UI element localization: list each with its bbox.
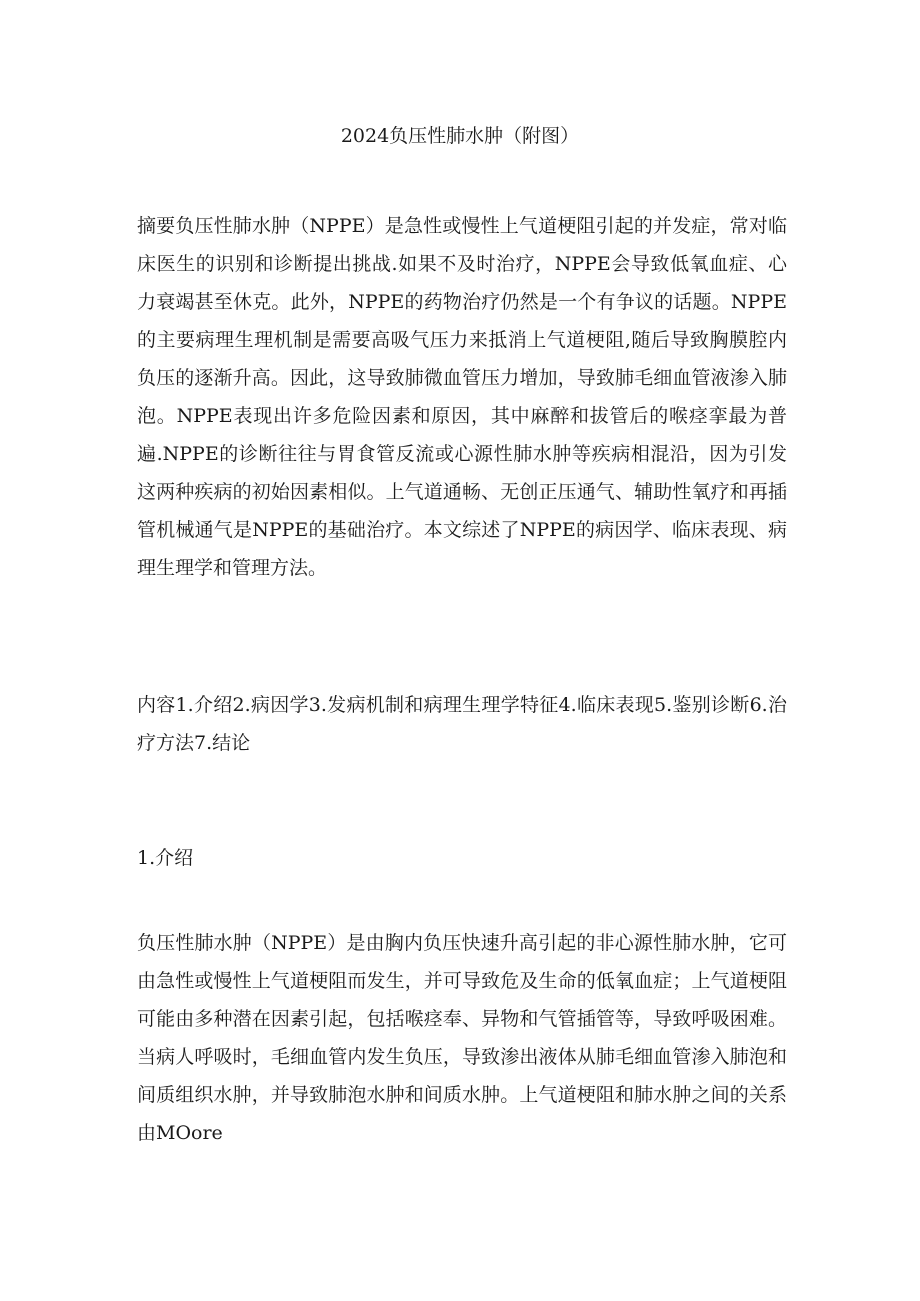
introduction-paragraph: 负压性肺水肿（NPPE）是由胸内负压快速升高引起的非心源性肺水肿，它可由急性或慢性上气道梗阻而发生，并可导致危及生命的低氧血症；上气道梗阻可能由多种潜在因素引起，包括喉痉奉、异物和气管插管等，导致呼吸困难。当病人呼吸时，毛细血管内发生负压，导致渗出液体从肺毛细血管渗入肺泡和间质组织水肿，并导致肺泡水肿和间质水肿。上气道梗阻和肺水肿之间的关系由MOore (137, 932, 787, 1144)
document-title: 2024负压性肺水肿（附图） (340, 125, 580, 147)
section-heading-introduction: 1.介绍 (137, 847, 194, 869)
contents-paragraph: 内容1.介绍2.病因学3.发病机制和病理生理学特征4.临床表现5.鉴别诊断6.治疗方法7.结论 (137, 694, 787, 754)
abstract-paragraph: 摘要负压性肺水肿（NPPE）是急性或慢性上气道梗阻引起的并发症，常对临床医生的识别和诊断提出挑战.如果不及时治疗，NPPE会导致低氧血症、心力衰竭甚至休克。此外，NPPE的药物治疗仍然是一个有争议的话题。NPPE的主要病理生理机制是需要高吸气压力来抵消上气道梗阻,随后导致胸膜腔内负压的逐渐升高。因此，这导致肺微血管压力增加，导致肺毛细血管液渗入肺泡。NPPE表现出许多危险因素和原因，其中麻醉和拔管后的喉痉挛最为普遍.NPPE的诊断往往与胃食管反流或心源性肺水肿等疾病相混沿，因为引发这两种疾病的初始因素相似。上气道通畅、无创正压通气、辅助性氧疗和再插管机械通气是NPPE的基础治疗。本文综述了NPPE的病因学、临床表现、病理生理学和管理方法。 (137, 215, 787, 579)
